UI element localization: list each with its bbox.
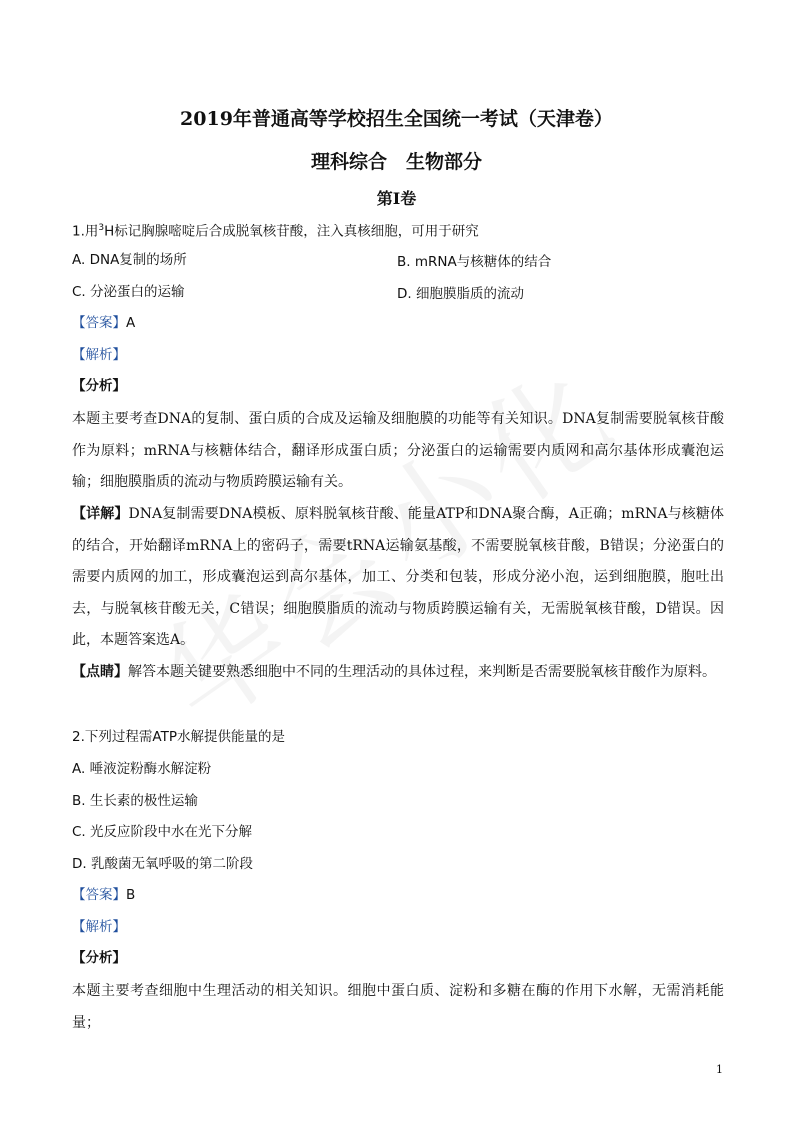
question-1-option-d[interactable]: D. 细胞膜脂质的流动 xyxy=(397,286,524,302)
question-1-fenxi: 本题主要考查DNA的复制、蛋白质的合成及运输及细胞膜的功能等有关知识。DNA复制需要脱氧核苷酸作为原料；mRNA与核糖体结合，翻译形成蛋白质；分泌蛋白的运输需要内质网和高尔基体形成囊泡运输；细胞膜脂质的流动与物质跨膜运输有关。 xyxy=(72,411,724,490)
question-1-xiangjie: 【详解】DNA复制需要DNA模板、原料脱氧核苷酸、能量ATP和DNA聚合酶，A正确；mRNA与核糖体的结合，开始翻译mRNA上的密码子，需要tRNA运输氨基酸，不需要脱氧核苷酸，B错误；分泌蛋白的需要内质网的加工，形成囊泡运到高尔基体，加工、分类和包装，形成分泌小泡，运到细胞膜，胞吐出去，与脱氧核苷酸无关，C错误；细胞膜脂质的流动与物质跨膜运输有关，无需脱氧核苷酸，D错误。因此，本题答案选A。 xyxy=(72,506,724,648)
question-2-answer: 【答案】B xyxy=(72,887,136,903)
exam-title: 2019年普通高等学校招生全国统一考试（天津卷） xyxy=(180,108,613,130)
question-2-fenxi-tag: 【分析】 xyxy=(72,950,126,966)
question-1-option-a[interactable]: A. DNA复制的场所 xyxy=(72,252,187,268)
question-2-option-a[interactable]: A. 唾液淀粉酶水解淀粉 xyxy=(72,761,212,777)
page-number: 1 xyxy=(716,1063,723,1076)
question-1-fenxi-tag: 【分析】 xyxy=(72,378,126,394)
question-2-jiexi-tag: 【解析】 xyxy=(72,919,126,935)
question-2-option-b[interactable]: B. 生长素的极性运输 xyxy=(72,793,198,809)
question-2-fenxi: 本题主要考查细胞中生理活动的相关知识。细胞中蛋白质、淀粉和多糖在酶的作用下水解，无需消耗能量； xyxy=(72,983,724,1031)
xiangjie-tag: 【详解】 xyxy=(72,506,129,522)
question-2-option-d[interactable]: D. 乳酸菌无氧呼吸的第二阶段 xyxy=(72,856,253,872)
question-1-option-c[interactable]: C. 分泌蛋白的运输 xyxy=(72,284,185,300)
exam-subtitle: 理科综合 生物部分 xyxy=(310,151,482,173)
answer-tag: 【答案】 xyxy=(72,315,126,331)
question-2-stem: 2.下列过程需ATP水解提供能量的是 xyxy=(72,729,285,745)
question-1-dianjing: 【点睛】解答本题关键要熟悉细胞中不同的生理活动的具体过程，来判断是否需要脱氧核苷酸作为原料。 xyxy=(72,664,716,680)
dianjing-tag: 【点睛】 xyxy=(72,664,128,680)
question-1-answer: 【答案】A xyxy=(72,315,136,331)
question-2-option-c[interactable]: C. 光反应阶段中水在光下分解 xyxy=(72,824,253,840)
section-title: 第Ⅰ卷 xyxy=(376,189,417,208)
question-1-stem: 1.用$^3$H标记胸腺嘧啶后合成脱氧核苷酸，注入真核细胞，可用于研究 xyxy=(72,223,479,240)
question-1-jiexi-tag: 【解析】 xyxy=(72,347,126,363)
question-1-option-b[interactable]: B. mRNA与核糖体的结合 xyxy=(397,254,552,270)
